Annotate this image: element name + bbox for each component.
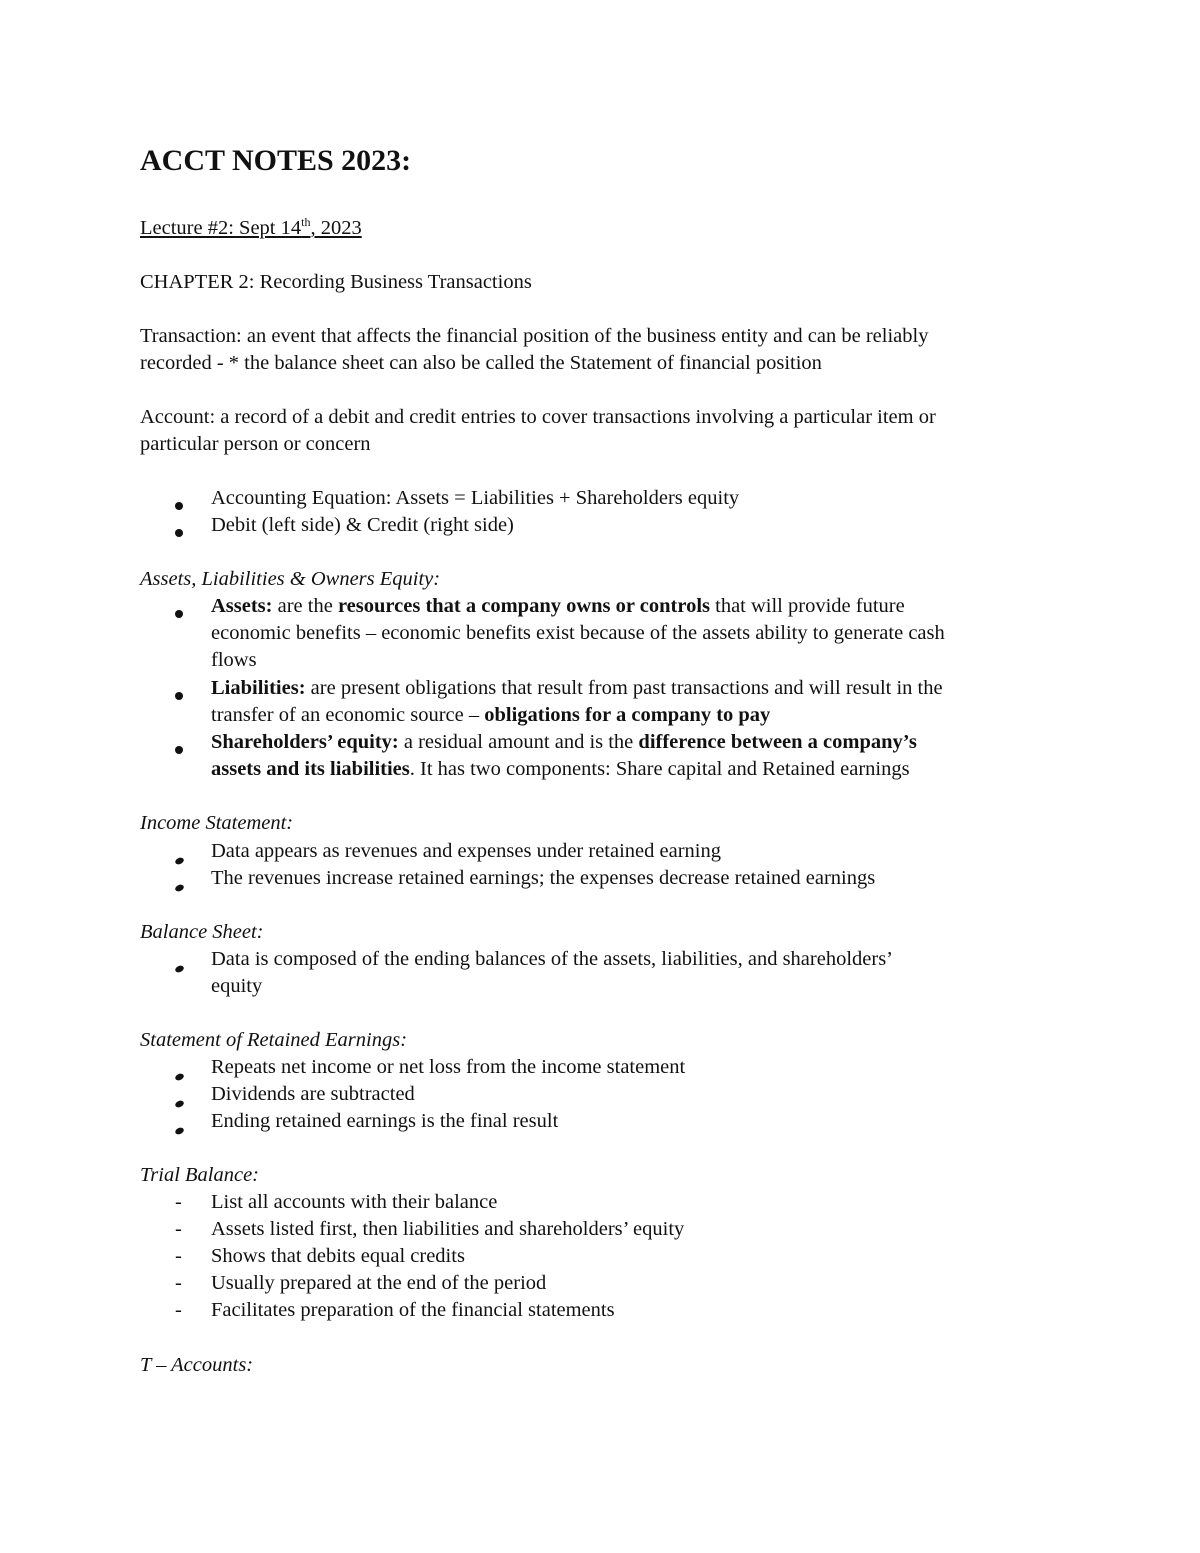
bullet-icon	[175, 875, 184, 896]
bullet-icon	[175, 848, 184, 869]
dash-icon: -	[175, 1245, 182, 1267]
section-heading-income: Income Statement:	[140, 812, 294, 834]
section-heading-taccounts: T – Accounts:	[140, 1354, 254, 1376]
lecture-date: Lecture #2: Sept 14	[140, 217, 302, 239]
bullet-icon	[175, 521, 183, 542]
chapter-heading: CHAPTER 2: Recording Business Transactions	[140, 271, 532, 293]
bullet-icon	[175, 956, 184, 977]
bullet-icon	[175, 684, 183, 705]
lecture-date-suffix: th	[301, 215, 311, 230]
dash-icon: -	[175, 1299, 182, 1321]
document-title: ACCT NOTES 2023:	[140, 144, 412, 177]
dash-icon: -	[175, 1191, 182, 1213]
bullet-icon	[175, 738, 183, 759]
bullet-icon	[175, 1118, 184, 1139]
bullet-icon	[175, 602, 183, 623]
bullet-icon	[175, 1064, 184, 1085]
section-heading-balance: Balance Sheet:	[140, 921, 264, 943]
bullet-icon	[175, 1091, 184, 1112]
bullet-icon	[175, 494, 183, 515]
section-heading-trial: Trial Balance:	[140, 1164, 260, 1186]
section-heading-ale: Assets, Liabilities & Owners Equity:	[140, 568, 441, 590]
lecture-heading	[140, 215, 362, 239]
account-line-1: Account: a record of a debit and credit entries to cover transactions involving a particular item or	[140, 406, 936, 428]
dash-icon: -	[175, 1218, 182, 1240]
account-line-2: particular person or concern	[140, 433, 371, 455]
lecture-year: , 2023	[310, 217, 362, 239]
transaction-line-1: Transaction: an event that affects the financial position of the business entity and can be reliably	[140, 325, 929, 347]
dash-icon: -	[175, 1272, 182, 1294]
transaction-line-2: recorded - * the balance sheet can also be called the Statement of financial position	[140, 352, 822, 374]
section-heading-retained: Statement of Retained Earnings:	[140, 1029, 408, 1051]
